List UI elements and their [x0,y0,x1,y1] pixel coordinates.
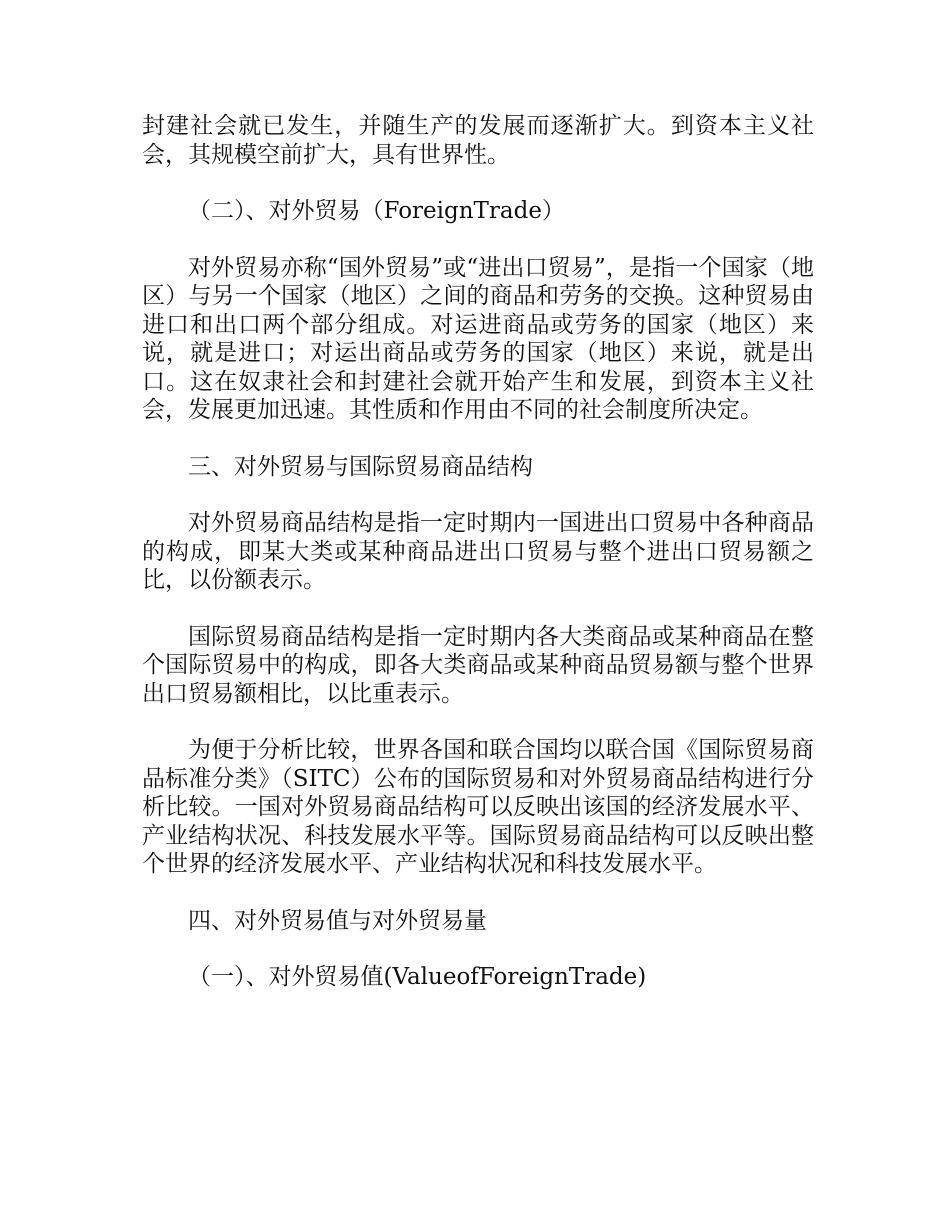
section-heading-value-of-foreign-trade: （一）、对外贸易值(ValueofForeignTrade) [188,964,647,990]
paragraph-international-trade-commodity-structure: 国际贸易商品结构是指一定时期内各大类商品或某种商品在整个国际贸易中的构成，即各大类商品或某种商品贸易额与整个世界出口贸易额相比，以比重表示。 [142,623,814,707]
section-heading-foreign-trade: （二）、对外贸易（ForeignTrade） [188,198,565,224]
document-body [142,112,814,1020]
paragraph-foreign-trade-commodity-structure: 对外贸易商品结构是指一定时期内一国进出口贸易中各种商品的构成，即某大类或某种商品进出口贸易与整个进出口贸易额之比，以份额表示。 [142,510,814,593]
section-heading-commodity-structure: 三、对外贸易与国际贸易商品结构 [188,453,533,480]
paragraph-foreign-trade-definition: 对外贸易亦称“国外贸易”或“进出口贸易”，是指一个国家（地区）与另一个国家（地区）之间的商品和劳务的交换。这种贸易由进口和出口两个部分组成。对运进商品或劳务的国家（地区）来说，就是进口；对运出商品或劳务的国家（地区）来说，就是出口。这在奴隶社会和封建社会就开始产生和发展，到资本主义社会，发展更加迅速。其性质和作用由不同的社会制度所决定。 [142,254,814,423]
section-heading-trade-value-volume: 四、对外贸易值与对外贸易量 [188,907,487,934]
paragraph-continuation: 封建社会就已发生，并随生产的发展而逐渐扩大。到资本主义社会，其规模空前扩大，具有世界性。 [142,113,814,168]
paragraph-sitc-analysis: 为便于分析比较，世界各国和联合国均以联合国《国际贸易商品标准分类》（SITC）公布的国际贸易和对外贸易商品结构进行分析比较。一国对外贸易商品结构可以反映出该国的经济发展水平、产业结构状况、科技发展水平等。国际贸易商品结构可以反映出整个世界的经济发展水平、产业结构状况和科技发展水平。 [142,737,814,877]
